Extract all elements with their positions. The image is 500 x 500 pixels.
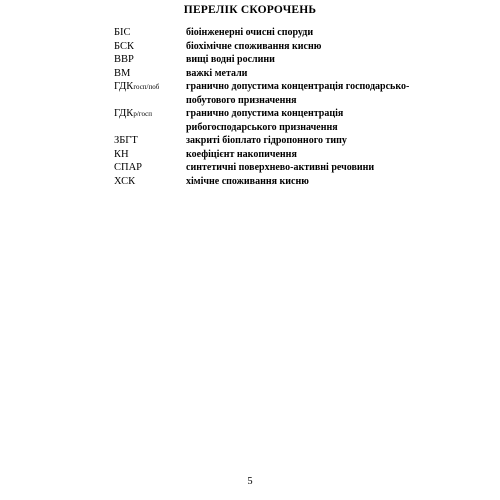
abbreviation-term: ХСК — [114, 175, 136, 187]
abbreviation-term: ВМ — [114, 67, 131, 79]
list-item — [114, 134, 434, 148]
abbreviation-definition: біоінженерні очисні споруди — [186, 27, 314, 38]
abbreviation-subscript: госп/поб — [133, 83, 160, 91]
abbreviation-definition: хімічне споживання кисню — [186, 175, 309, 187]
page-title: ПЕРЕЛІК СКОРОЧЕНЬ — [183, 4, 317, 16]
abbreviation-term: ГДКр/госп — [114, 108, 152, 119]
abbreviation-term: СПАР — [114, 162, 143, 173]
list-item — [114, 80, 434, 107]
page-number: 5 — [247, 476, 253, 487]
abbreviation-term: БСК — [114, 40, 134, 52]
abbreviation-definition: закриті біоплато гідропонного типу — [186, 135, 347, 146]
abbreviation-definition: коефіцієнт накопичення — [186, 148, 297, 160]
abbreviation-term: КН — [114, 148, 129, 160]
abbreviation-term: ЗБГТ — [114, 135, 138, 146]
abbreviation-term: ВВР — [114, 54, 134, 65]
list-item — [114, 53, 434, 67]
list-item — [114, 40, 434, 54]
abbreviation-definition: гранично допустима концентрація господарсько-побутового призначення — [186, 81, 410, 106]
abbreviation-term: ГДКгосп/поб — [114, 81, 160, 92]
list-item — [114, 161, 434, 175]
list-item — [114, 26, 434, 40]
list-item — [114, 67, 434, 81]
list-item — [114, 148, 434, 162]
abbreviation-definition: синтетичні поверхнево-активні речовини — [186, 162, 375, 173]
abbreviation-subscript: р/госп — [133, 110, 152, 118]
abbreviation-definition: гранично допустима концентрація рибогосподарського призначення — [186, 108, 344, 133]
abbreviation-definition: важкі метали — [186, 67, 248, 79]
abbreviation-term: БІС — [114, 27, 131, 38]
abbreviation-list — [114, 26, 434, 188]
list-item — [114, 175, 434, 189]
abbreviation-definition: вищі водні рослини — [186, 54, 275, 65]
abbreviation-definition: біохімічне споживання кисню — [186, 40, 322, 52]
list-item — [114, 107, 434, 134]
